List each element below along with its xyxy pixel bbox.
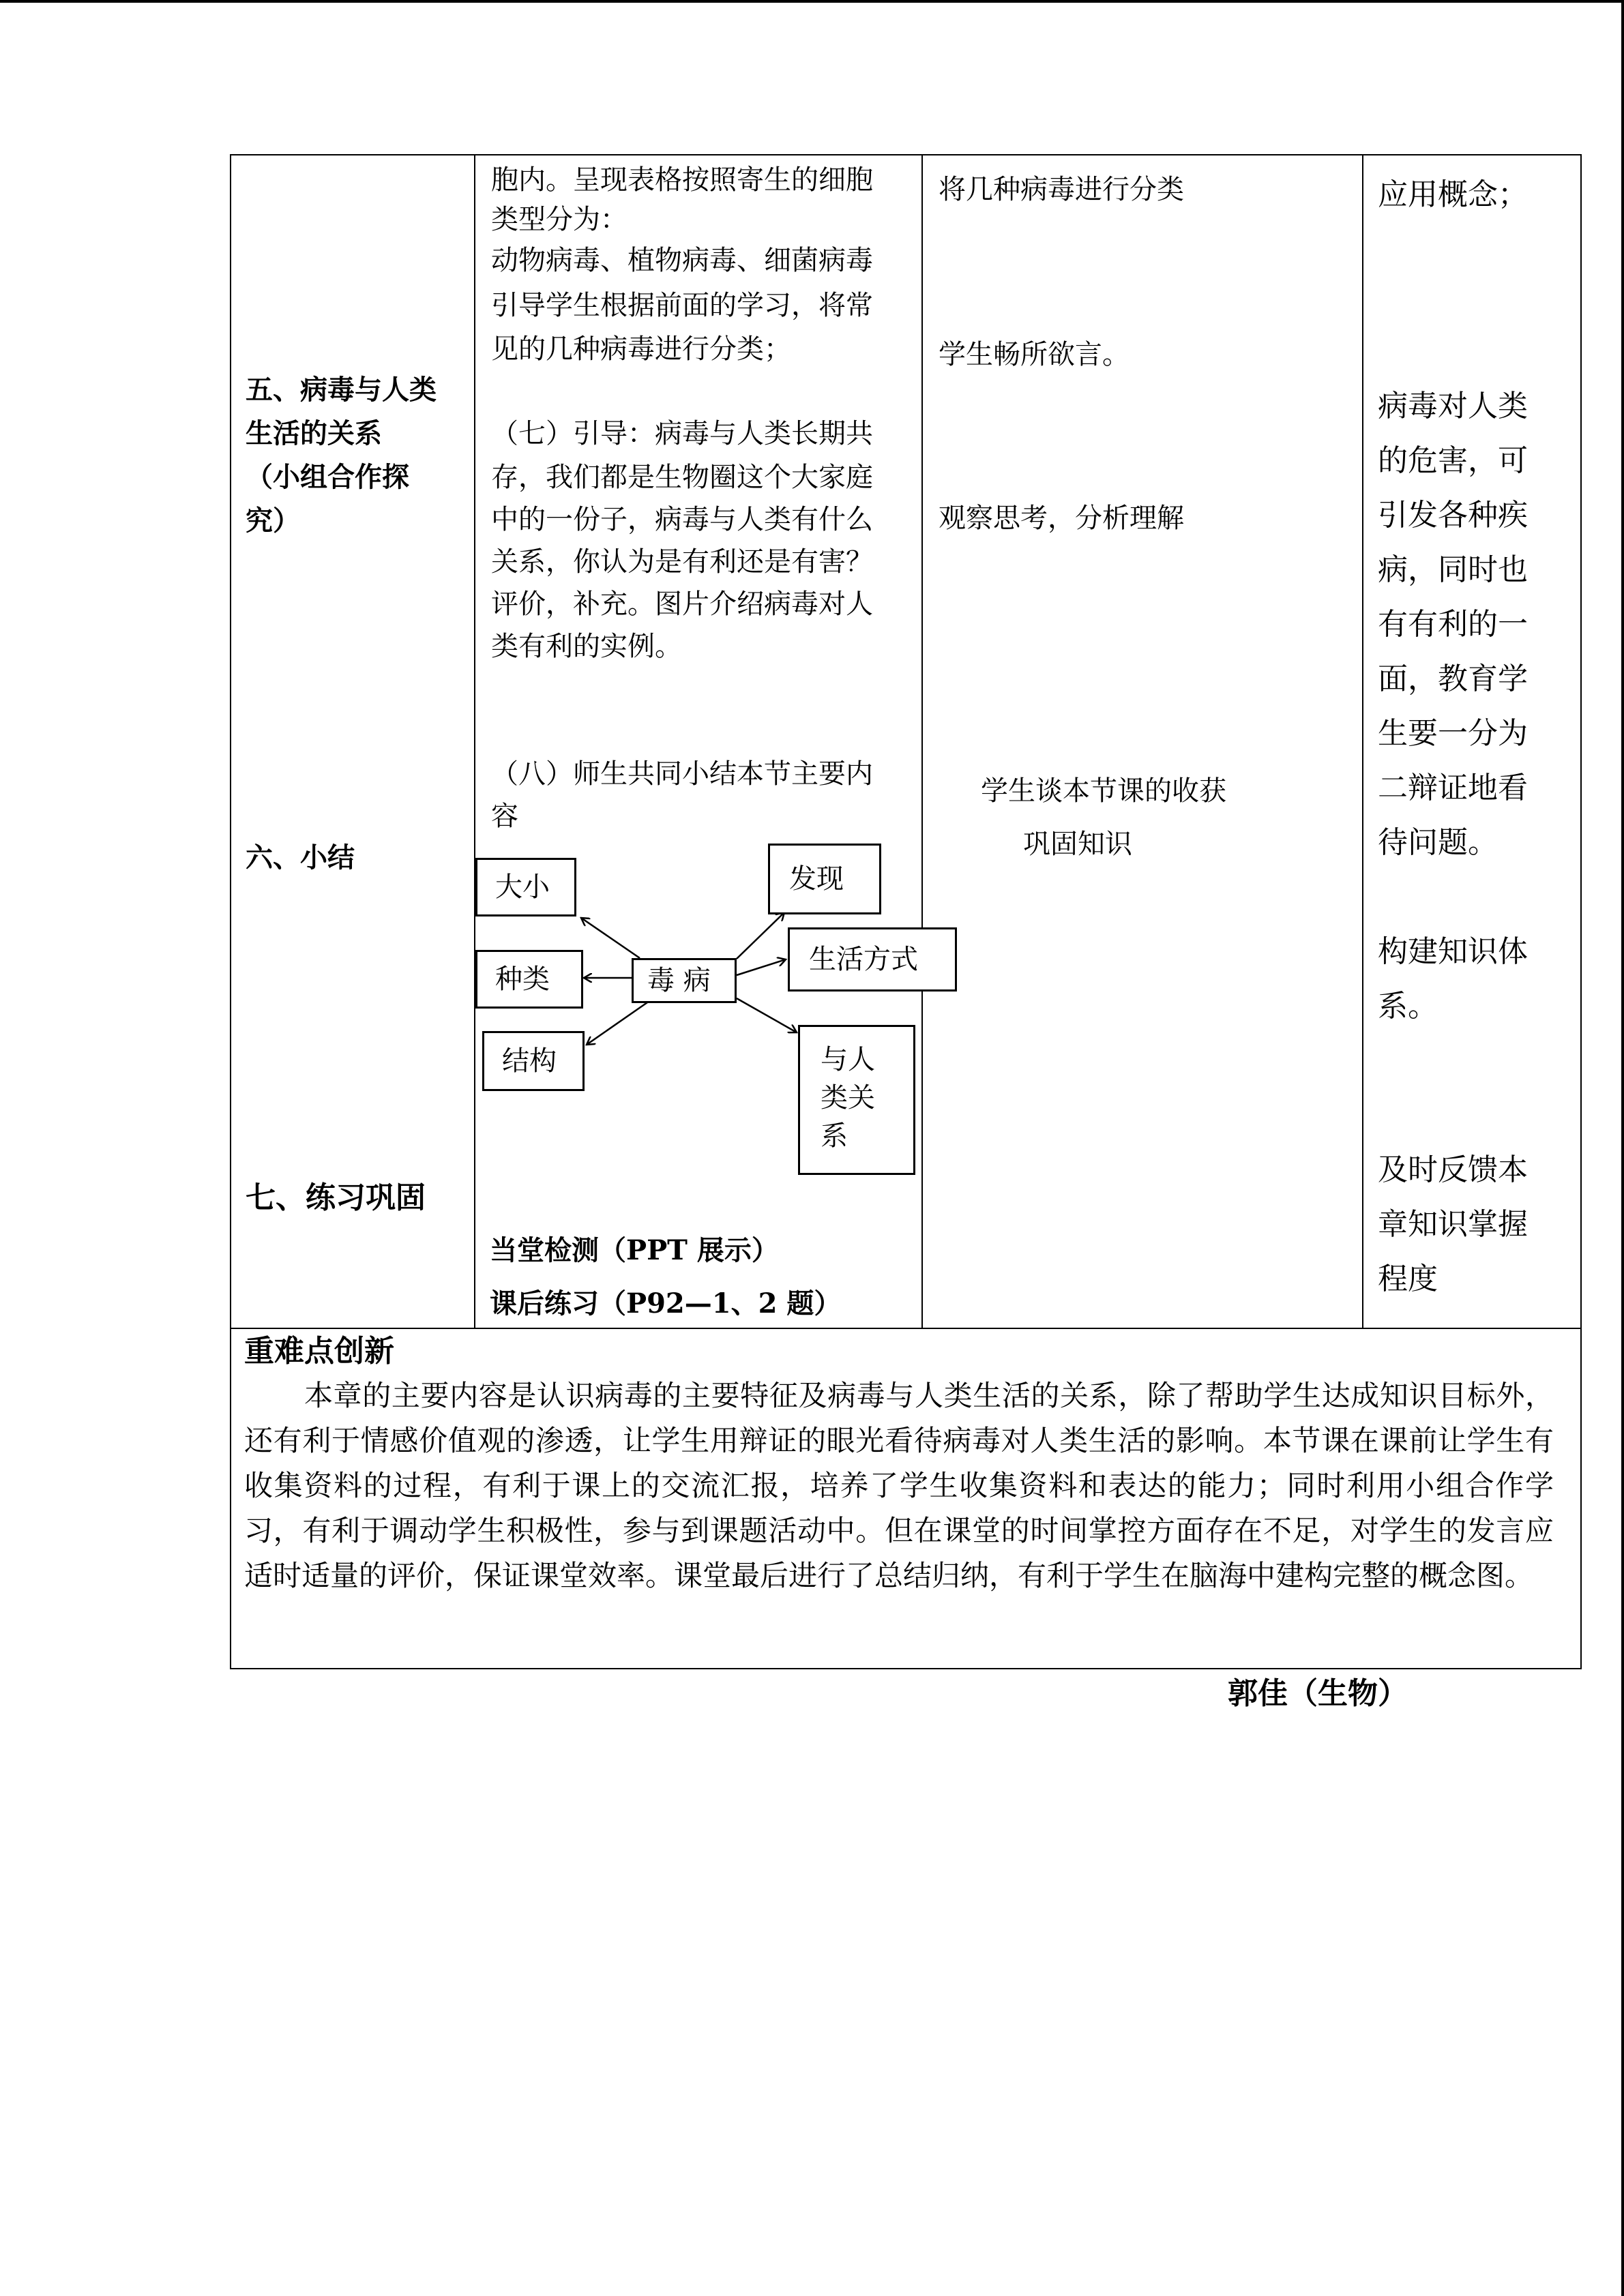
page-right-border [1621,0,1624,2296]
col-divider-3 [1362,154,1363,1328]
intent-2-line7: 生要一分为 [1378,716,1528,751]
concept-structure-box: 结构 [482,1031,585,1091]
intent-1: 应用概念； [1378,177,1528,212]
intent-2-line6: 面，教育学 [1378,661,1528,696]
section6-heading: 六、小结 [246,841,355,874]
col2-p2-line2: 存，我们都是生物圈这个大家庭 [491,462,873,493]
relation-line3: 系 [821,1120,848,1152]
col2-p2-line6: 类有利的实例。 [491,631,682,662]
intent-2-line1: 病毒对人类 [1378,389,1528,423]
section7-heading: 七、练习巩固 [246,1180,426,1215]
concept-lifestyle-box: 生活方式 [788,927,957,992]
intent-2-line9: 待问题。 [1378,825,1498,860]
student-activity-3: 观察思考，分析理解 [939,503,1184,534]
col2-p3-line2: 容 [491,801,518,832]
col-divider-2 [921,154,923,1328]
intent-2-line2: 的危害，可 [1378,443,1528,478]
page-top-border [0,0,1624,3]
intent-4-line2: 章知识掌握 [1378,1207,1528,1242]
relation-line1: 与人 [821,1044,875,1075]
col2-p2-line4: 关系，你认为是有利还是有害？ [491,546,873,578]
col-divider-1 [474,154,475,1328]
student-activity-5: 巩固知识 [1023,829,1132,860]
arrow-to-size [581,918,640,958]
arrow-to-discovery [737,912,784,959]
innovation-text: 本章的主要内容是认识病毒的主要特征及病毒与人类生活的关系，除了帮助学生达成知识目标外，还有利于情感价值观的渗透，让学生用辩证的眼光看待病毒对人类生活的影响。本节课在课前让学生有收集资料的过程，有利于课上的交流汇报，培养了学生收集资料和表达的能力；同时利用小组合作学习，有利于调动学生积极性，参与到课题活动中。但在课堂的时间掌控方面存在不足，对学生的发言应适时适量的评价，保证课堂效率。课堂最后进行了总结归纳，有利于学生在脑海中建构完整的概念图。 [244,1379,1554,1592]
intent-2-line4: 病，同时也 [1378,552,1528,587]
student-activity-4: 学生谈本节课的收获 [981,775,1226,807]
row-divider [230,1328,1582,1329]
concept-discovery-box: 发现 [768,844,881,914]
col2-p3-line1: （八）师生共同小结本节主要内 [491,758,873,790]
arrow-to-lifestyle [737,959,786,975]
col2-p1-line1: 胞内。呈现表格按照寄生的细胞 [491,164,873,196]
intent-4-line1: 及时反馈本 [1378,1152,1528,1187]
intent-4-line3: 程度 [1378,1262,1438,1296]
col2-p1-line4: 引导学生根据前面的学习，将常 [491,290,873,321]
col2-p2-line3: 中的一份子，病毒与人类有什么 [491,504,873,535]
col2-p1-line3: 动物病毒、植物病毒、细菌病毒 [491,245,873,276]
arrow-to-structure [587,1001,649,1045]
col2-p1-line2: 类型分为： [491,204,628,235]
innovation-title: 重难点创新 [244,1334,394,1369]
section5-line1: 五、病毒与人类 [246,374,437,406]
relation-line2: 类关 [821,1082,875,1114]
student-activity-2: 学生畅所欲言。 [939,339,1130,370]
intent-2-line8: 二辩证地看 [1378,771,1528,805]
intent-3-line2: 系。 [1378,989,1438,1024]
col2-p2-line1: （七）引导：病毒与人类长期共 [491,418,873,449]
col2-p1-line5: 见的几种病毒进行分类； [491,333,791,365]
section5-line2: 生活的关系 [246,417,382,449]
intent-3-line1: 构建知识体 [1378,934,1528,969]
concept-center-box: 毒 病 [632,958,737,1003]
section5-line4: 究） [246,505,300,537]
concept-kind-box: 种类 [475,950,583,1009]
section5-line3: （小组合作探 [246,461,409,493]
arrow-to-relation [737,998,797,1032]
author-signature: 郭佳（生物） [1228,1676,1408,1711]
homework: 课后练习（P92—1、2 题） [490,1287,842,1320]
col2-p2-line5: 评价，补充。图片介绍病毒对人 [491,588,873,620]
concept-relation-box [798,1025,915,1175]
concept-size-box: 大小 [475,858,576,916]
student-activity-1: 将几种病毒进行分类 [939,174,1184,205]
intent-2-line5: 有有利的一 [1378,607,1528,642]
classroom-test: 当堂检测（PPT 展示） [490,1234,779,1266]
intent-2-line3: 引发各种疾 [1378,498,1528,533]
